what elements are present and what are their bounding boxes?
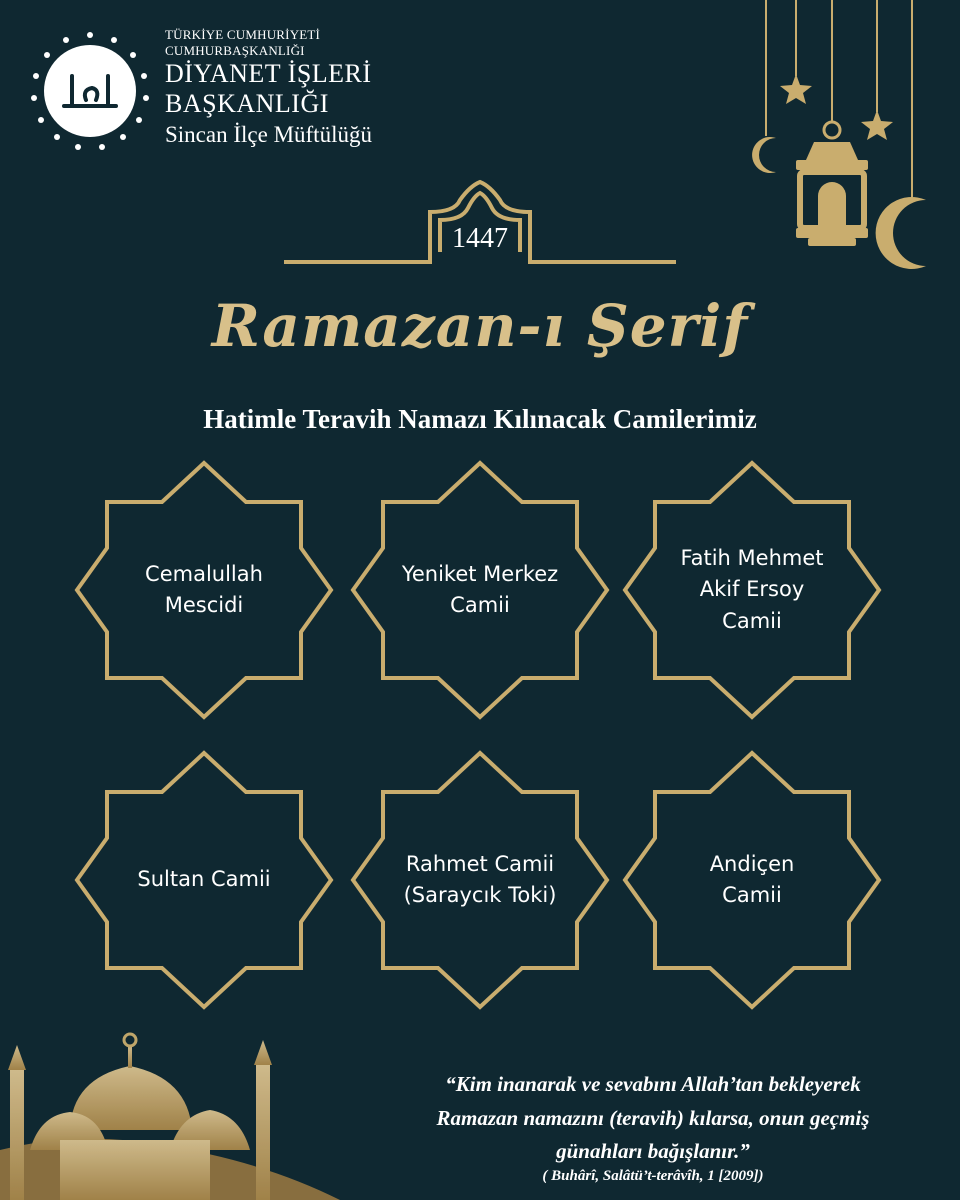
mosque-name: Andiçen Camii — [709, 851, 795, 907]
mosque-name: Yeniket Merkez Camii — [401, 561, 559, 617]
hadith-line: “Kim inanarak ve sevabını Allah’tan bekleyerek — [445, 1072, 861, 1096]
mosque-silhouette — [0, 1034, 340, 1200]
mosque-card — [74, 460, 334, 720]
mosque-card — [622, 750, 882, 1010]
hanging-crescent-icon — [876, 197, 926, 269]
presidency-name: CUMHURBAŞKANLIĞI — [165, 43, 305, 58]
hadith-line: Ramazan namazını (teravih) kılarsa, onun geçmiş — [436, 1105, 870, 1130]
country-name: TÜRKİYE CUMHURİYETİ — [165, 27, 321, 42]
org-name-line1: DİYANET İŞLERİ — [165, 59, 372, 88]
mosque-name: Cemalullah Mescidi — [145, 561, 263, 617]
lantern-icon — [796, 122, 868, 246]
mosque-name: Rahmet Camii (Saraycık Toki) — [403, 851, 557, 907]
hijri-year: 1447 — [452, 223, 508, 254]
diyanet-logo-icon — [22, 28, 158, 154]
diyanet-logo — [22, 28, 158, 154]
mosque-name: Sultan Camii — [137, 867, 271, 892]
organization-block — [165, 28, 372, 146]
page-subtitle: Hatimle Teravih Namazı Kılınacak Camilerimiz — [203, 404, 757, 434]
hanging-crescent-icon — [752, 137, 776, 173]
mosque-card — [350, 460, 610, 720]
hadith-line: günahları bağışlanır.” — [556, 1139, 750, 1164]
mosque-card — [74, 750, 334, 1010]
mosque-card — [350, 750, 610, 1010]
page-title: Ramazan-ı Şerif — [211, 292, 749, 360]
hanging-star-icon — [861, 110, 893, 140]
hanging-star-icon — [780, 74, 812, 104]
hadith-source: ( Buhârî, Salâtü’t-terâvîh, 1 [2009]) — [542, 1168, 764, 1184]
org-name-line2: BAŞKANLIĞI — [165, 89, 329, 118]
office-name: Sincan İlçe Müftülüğü — [165, 122, 372, 147]
hadith-quote — [358, 1068, 948, 1169]
mosque-card — [622, 460, 882, 720]
mosque-name: Fatih Mehmet Akif Ersoy Camii — [680, 545, 824, 633]
